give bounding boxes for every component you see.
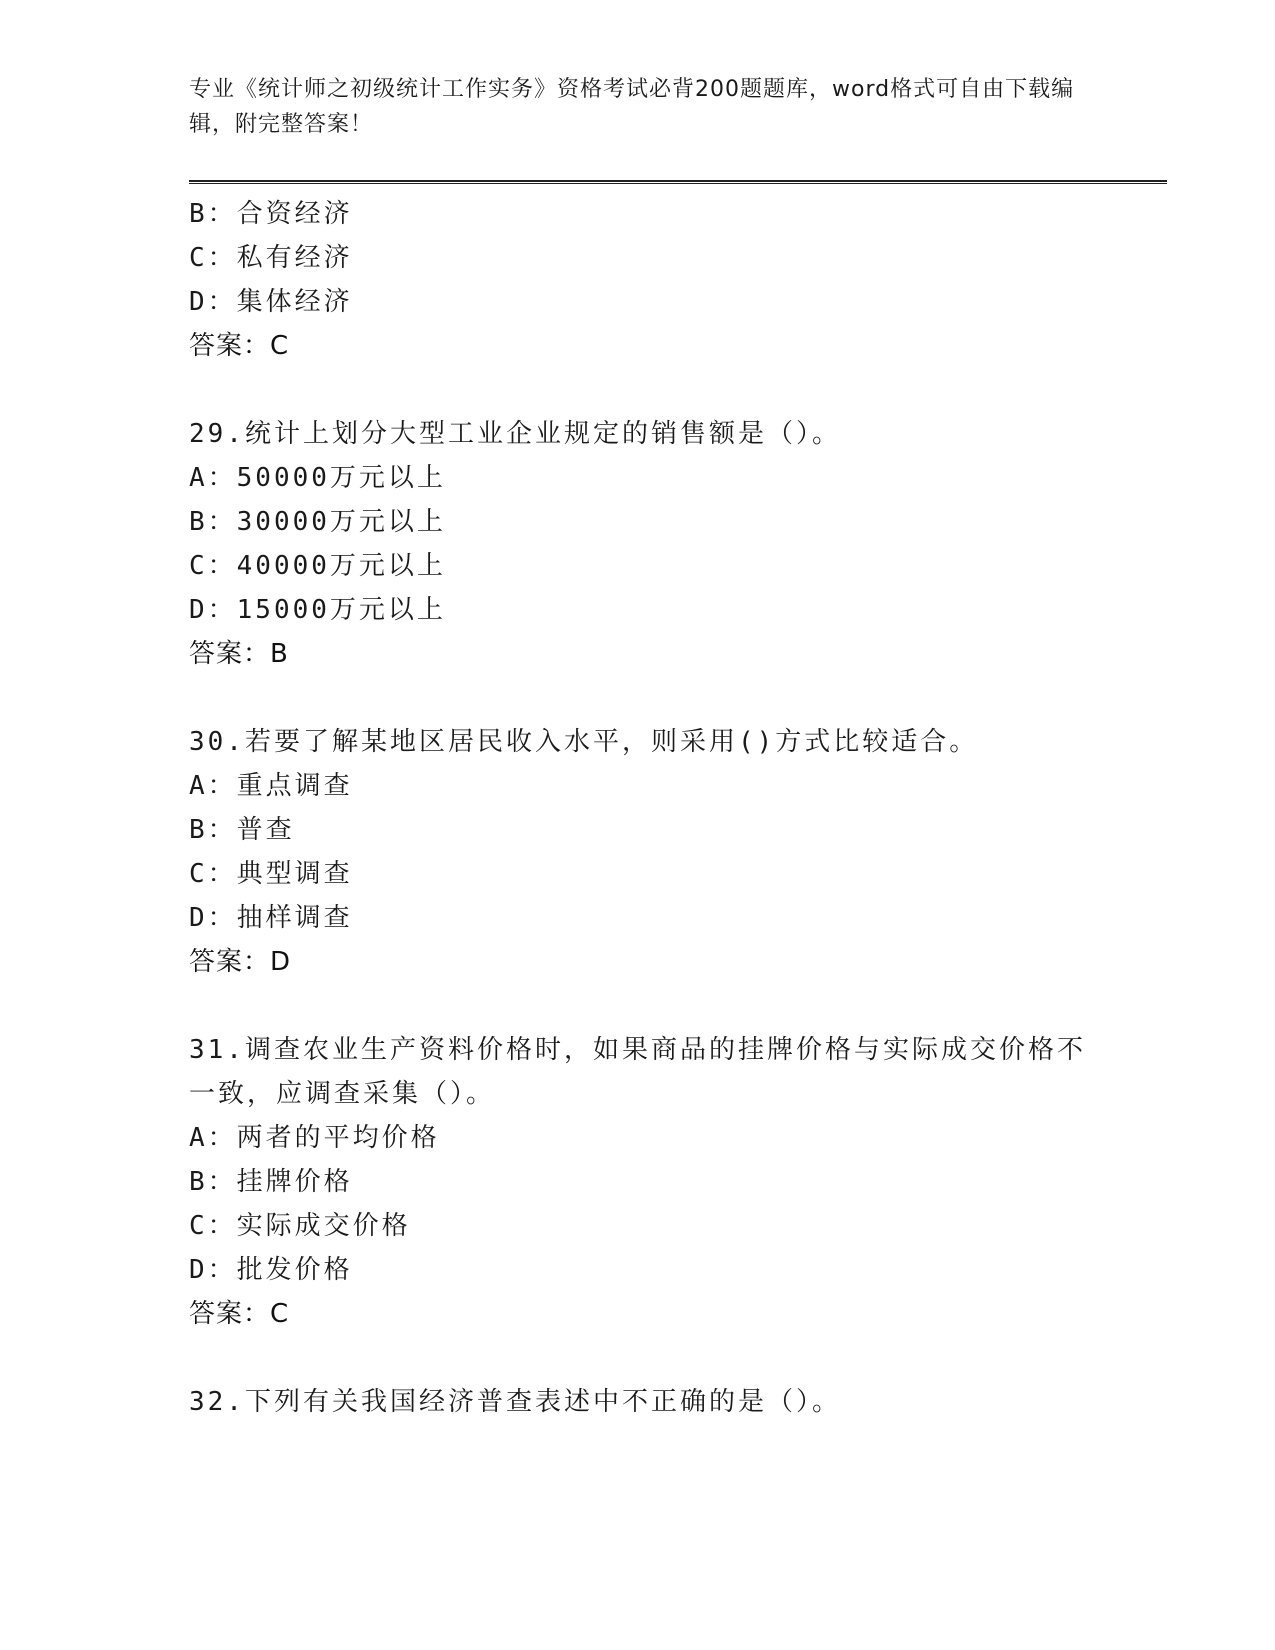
option-c-q29: C：40000万元以上 — [189, 551, 446, 581]
document-header-title: 专业《统计师之初级统计工作实务》资格考试必背200题题库，word格式可自由下载编辑，附完整答案！ — [189, 77, 1075, 137]
option-c-q31: C：实际成交价格 — [189, 1211, 411, 1241]
answer-q29: 答案：B — [189, 639, 289, 669]
option-a-q30: A：重点调查 — [189, 771, 353, 801]
option-c-q28: C：私有经济 — [189, 243, 353, 273]
question-31-line1: 31.调查农业生产资料价格时，如果商品的挂牌价格与实际成交价格不 — [189, 1035, 1086, 1065]
option-a-q31: A：两者的平均价格 — [189, 1123, 440, 1153]
option-b-q31: B：挂牌价格 — [189, 1167, 353, 1197]
option-d-q28: D：集体经济 — [189, 287, 353, 317]
option-a-q29: A：50000万元以上 — [189, 463, 446, 493]
answer-q31: 答案：C — [189, 1299, 290, 1329]
question-32: 32.下列有关我国经济普查表述中不正确的是（）。 — [189, 1387, 841, 1417]
answer-q28: 答案：C — [189, 331, 290, 361]
option-c-q30: C：典型调查 — [189, 859, 353, 889]
option-d-q31: D：批发价格 — [189, 1255, 353, 1285]
answer-q30: 答案：D — [189, 947, 292, 977]
option-b-q30: B：普查 — [189, 815, 295, 845]
option-d-q29: D：15000万元以上 — [189, 595, 446, 625]
question-29: 29.统计上划分大型工业企业规定的销售额是（）。 — [189, 419, 841, 449]
header-divider — [189, 180, 1167, 184]
question-31-line2: 一致，应调查采集（）。 — [189, 1079, 496, 1109]
option-d-q30: D：抽样调查 — [189, 903, 353, 933]
option-b-q29: B：30000万元以上 — [189, 507, 446, 537]
option-b-q28: B：合资经济 — [189, 199, 353, 229]
question-30: 30.若要了解某地区居民收入水平，则采用()方式比较适合。 — [189, 727, 979, 757]
